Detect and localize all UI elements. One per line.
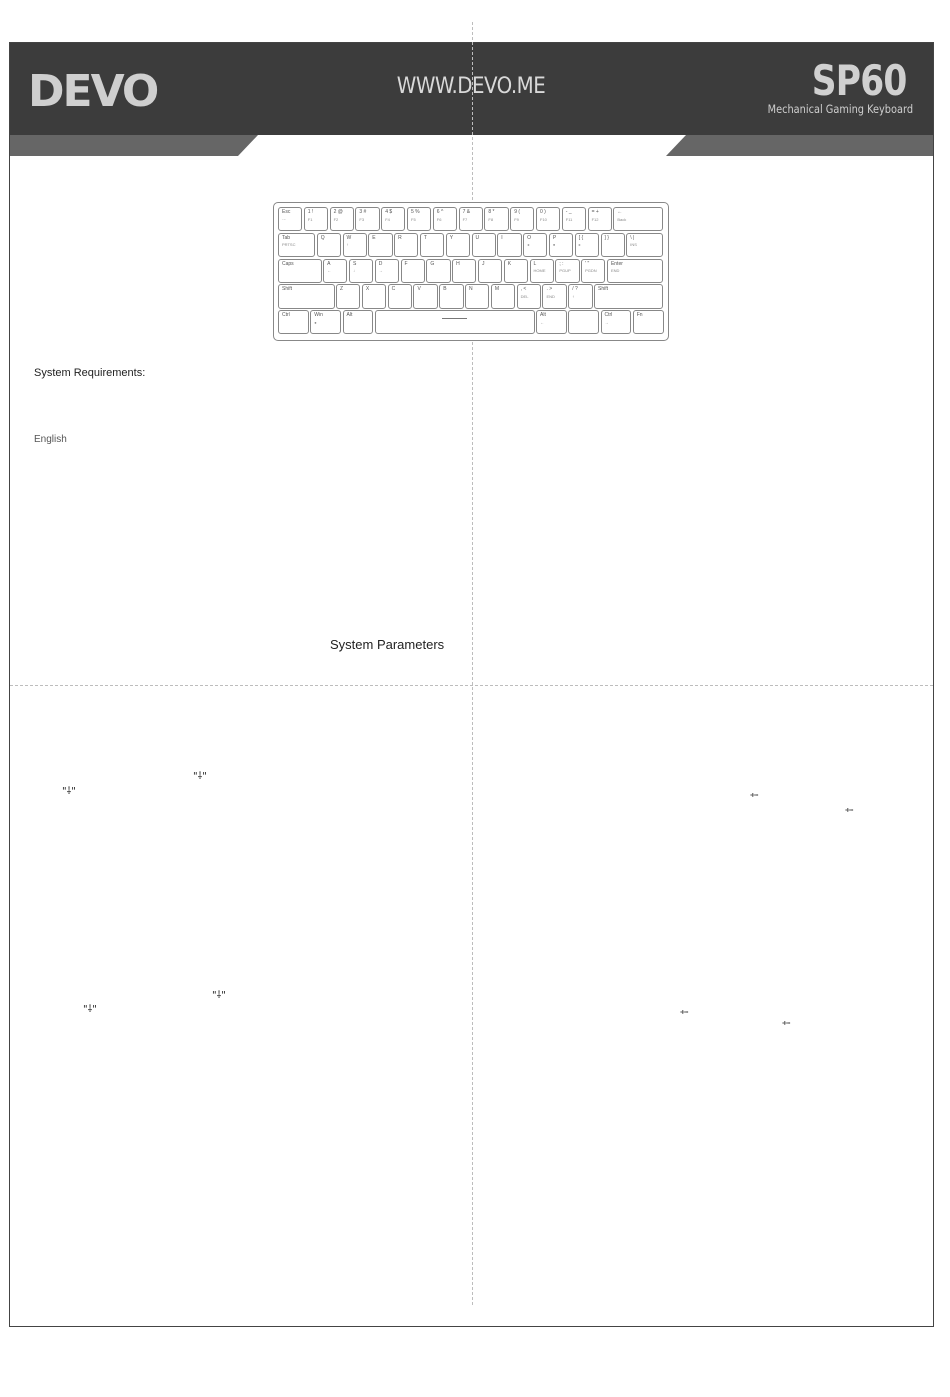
keyboard-key: Esc ·~ (278, 207, 302, 231)
svg-text:DEVO: DEVO (28, 68, 158, 112)
key-icon-glyph: "⸸" (212, 990, 226, 1001)
keyboard-key: Win ● (310, 310, 341, 334)
keyboard-key: Q (317, 233, 341, 257)
keyboard-key: D → (375, 259, 399, 283)
keyboard-key: 4 $ F4 (381, 207, 405, 231)
keyboard-key: Alt (343, 310, 374, 334)
keyboard-key: 0 ) F10 (536, 207, 560, 231)
model-name: SP60 (811, 56, 906, 105)
keyboard-key: \ | INS (626, 233, 663, 257)
keyboard-key: Shift (278, 284, 335, 308)
keyboard-key: ] } (601, 233, 625, 257)
keyboard-key: X (362, 284, 386, 308)
keyboard-key: I (497, 233, 521, 257)
key-icon-glyph: ⸸ (747, 792, 759, 798)
keyboard-key: [ { ▸ (575, 233, 599, 257)
keyboard-key: Shift (594, 284, 663, 308)
keyboard-key: B (439, 284, 463, 308)
devo-logo (28, 68, 188, 112)
key-icon-glyph: ⸸ (779, 1020, 791, 1026)
keyboard-key: V (413, 284, 437, 308)
key-icon-glyph: "⸸" (62, 786, 76, 797)
system-requirements-heading: System Requirements: (34, 367, 146, 379)
language-label: English (34, 434, 67, 445)
keyboard-key: S ↓ (349, 259, 373, 283)
keyboard-key: / ? ↑ (568, 284, 592, 308)
key-icon-glyph: "⸸" (193, 771, 207, 782)
keyboard-key: Ctrl (278, 310, 309, 334)
fold-line-horizontal (10, 685, 933, 686)
keyboard-key: , < DEL (517, 284, 541, 308)
keyboard-key: H (452, 259, 476, 283)
keyboard-key: 9 ( F9 (510, 207, 534, 231)
keyboard-key: . > END (542, 284, 566, 308)
keyboard-key: 3 # F3 (355, 207, 379, 231)
keyboard-key: U (472, 233, 496, 257)
keyboard-key: L HOME (530, 259, 554, 283)
keyboard-key: R (394, 233, 418, 257)
keyboard-key: Caps (278, 259, 322, 283)
keyboard-key (568, 310, 599, 334)
keyboard-key: - _ F11 (562, 207, 586, 231)
keyboard-key: K (504, 259, 528, 283)
keyboard-key: O ◂ (523, 233, 547, 257)
keyboard-key: A ← (323, 259, 347, 283)
keyboard-key: 6 ^ F6 (433, 207, 457, 231)
keyboard-key: Enter END (607, 259, 664, 283)
keyboard-key: ← Back (613, 207, 663, 231)
system-parameters-heading: System Parameters (330, 637, 445, 652)
header-strip-tab (238, 135, 686, 156)
keyboard-key: Ctrl → (601, 310, 632, 334)
key-icon-glyph: ⸸ (677, 1009, 689, 1015)
keyboard-key: ; : PGUP (555, 259, 579, 283)
keyboard-key: T (420, 233, 444, 257)
keyboard-key: ' " PGDN (581, 259, 605, 283)
key-icon-glyph: "⸸" (83, 1004, 97, 1015)
keyboard-key (375, 310, 535, 334)
keyboard-key: F (401, 259, 425, 283)
keyboard-key: 2 @ F2 (330, 207, 354, 231)
keyboard-diagram (273, 202, 669, 341)
keyboard-key: 5 % F5 (407, 207, 431, 231)
keyboard-key: Fn (633, 310, 664, 334)
keyboard-key: C (388, 284, 412, 308)
keyboard-key: = + F12 (588, 207, 612, 231)
key-icon-glyph: ⸸ (842, 807, 854, 813)
keyboard-key: Tab PRTSC (278, 233, 315, 257)
keyboard-key: M (491, 284, 515, 308)
keyboard-key: J (478, 259, 502, 283)
keyboard-key: G (426, 259, 450, 283)
keyboard-key: Alt ← (536, 310, 567, 334)
keyboard-key: N (465, 284, 489, 308)
keyboard-key: W ↑ (343, 233, 367, 257)
model-tagline: Mechanical Gaming Keyboard (767, 102, 913, 116)
keyboard-key: 8 * F8 (484, 207, 508, 231)
keyboard-key: E (368, 233, 392, 257)
keyboard-key: P ● (549, 233, 573, 257)
keyboard-key: Z (336, 284, 360, 308)
keyboard-key: 1 ! F1 (304, 207, 328, 231)
website-url: WWW.DEVO.ME (396, 74, 546, 99)
keyboard-key: 7 & F7 (459, 207, 483, 231)
keyboard-key: Y (446, 233, 470, 257)
